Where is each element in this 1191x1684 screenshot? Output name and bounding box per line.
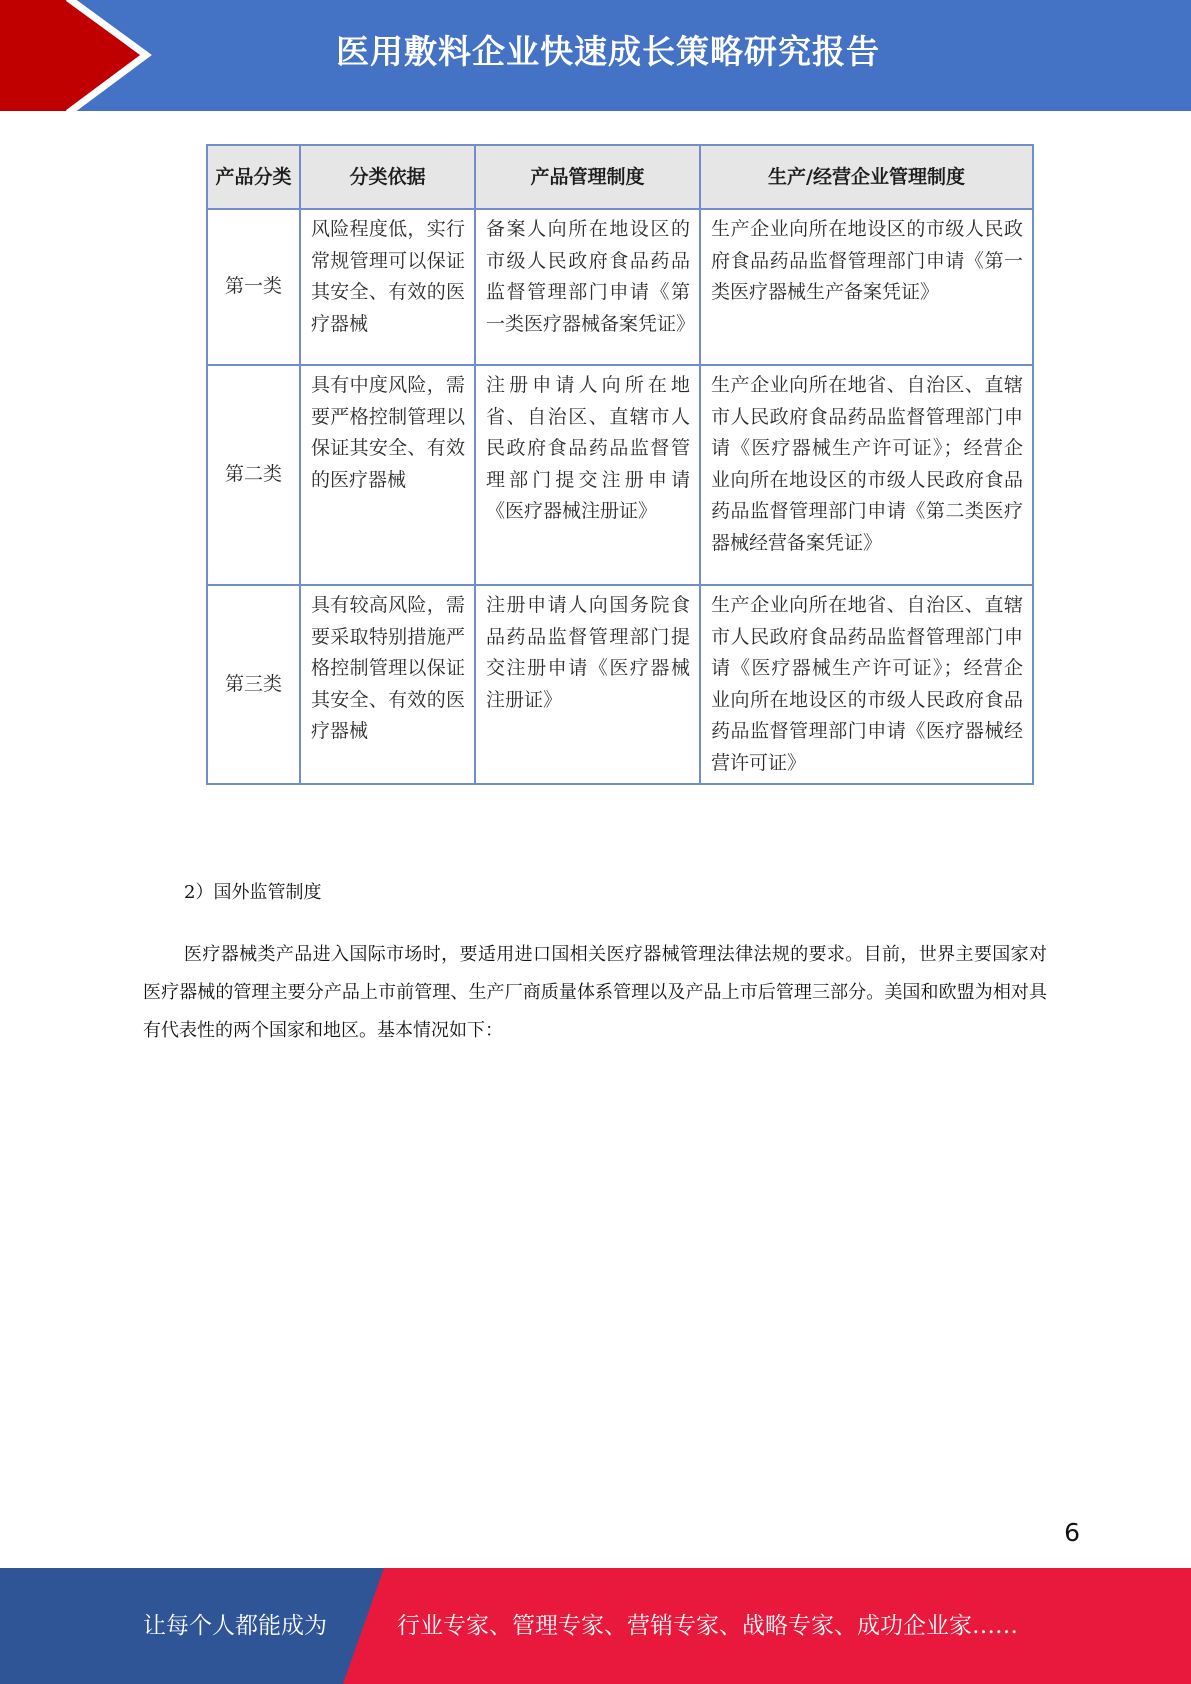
cell-text: 生产企业向所在地省、自治区、直辖市人民政府食品药品监督管理部门申请《医疗器械生产许可证》；经营企业向所在地设区的市级人民政府食品药品监督管理部门申请《医疗器械经营许可证》 [711, 594, 1023, 774]
header-enterprise-management: 生产/经营企业管理制度 [700, 145, 1033, 209]
table-row [207, 585, 1033, 784]
footer-slogan-right: 行业专家、管理专家、营销专家、战略专家、成功企业家…… [397, 1613, 1018, 1639]
cell-text: 具有中度风险，需要严格控制管理以保证其安全、有效的医疗器械 [311, 374, 465, 491]
row-enterprise-management [700, 585, 1033, 784]
page-number: 6 [1064, 1518, 1080, 1547]
row-category: 第一类 [207, 209, 300, 365]
cell-text: 注册申请人向所在地省、自治区、直辖市人民政府食品药品监督管理部门提交注册申请《医疗器械注册证》 [486, 374, 690, 522]
device-classification-table [206, 144, 1034, 785]
header-product-class: 产品分类 [207, 145, 300, 209]
row-basis [300, 365, 475, 585]
cropped-table-caption [206, 124, 546, 134]
table-header-row [207, 145, 1033, 209]
row-basis [300, 585, 475, 784]
row-product-management [475, 365, 700, 585]
row-category: 第三类 [207, 585, 300, 784]
row-product-management [475, 209, 700, 365]
page-footer-banner [0, 1568, 1191, 1684]
cell-text: 生产企业向所在地省、自治区、直辖市人民政府食品药品监督管理部门申请《医疗器械生产许可证》；经营企业向所在地设区的市级人民政府食品药品监督管理部门申请《第二类医疗器械经营备案凭证》 [711, 374, 1023, 554]
section-heading: 2）国外监管制度 [184, 882, 322, 903]
row-enterprise-management [700, 209, 1033, 365]
cell-text: 备案人向所在地设区的市级人民政府食品药品监督管理部门申请《第一类医疗器械备案凭证》 [486, 218, 696, 335]
table-row [207, 209, 1033, 365]
regulation-table-container [206, 144, 1032, 785]
body-paragraph: 医疗器械类产品进入国际市场时，要适用进口国相关医疗器械管理法律法规的要求。目前，世界主要国家对医疗器械的管理主要分产品上市前管理、生产厂商质量体系管理以及产品上市后管理三部分。美国和欧盟为相对具有代表性的两个国家和地区。基本情况如下： [143, 944, 1047, 1041]
row-product-management [475, 585, 700, 784]
page-header-banner [0, 0, 1191, 111]
row-basis [300, 209, 475, 365]
table-row [207, 365, 1033, 585]
footer-slogan-left: 让每个人都能成为 [143, 1613, 327, 1639]
row-enterprise-management [700, 365, 1033, 585]
cell-text: 具有较高风险，需要采取特别措施严格控制管理以保证其安全、有效的医疗器械 [311, 594, 465, 742]
cell-text: 风险程度低，实行常规管理可以保证其安全、有效的医疗器械 [311, 218, 465, 335]
report-title: 医用敷料企业快速成长策略研究报告 [336, 32, 880, 71]
header-class-basis: 分类依据 [300, 145, 475, 209]
header-product-management: 产品管理制度 [475, 145, 700, 209]
row-category: 第二类 [207, 365, 300, 585]
cell-text: 生产企业向所在地设区的市级人民政府食品药品监督管理部门申请《第一类医疗器械生产备案凭证》 [711, 218, 1023, 303]
cell-text: 注册申请人向国务院食品药品监督管理部门提交注册申请《医疗器械注册证》 [486, 594, 690, 711]
